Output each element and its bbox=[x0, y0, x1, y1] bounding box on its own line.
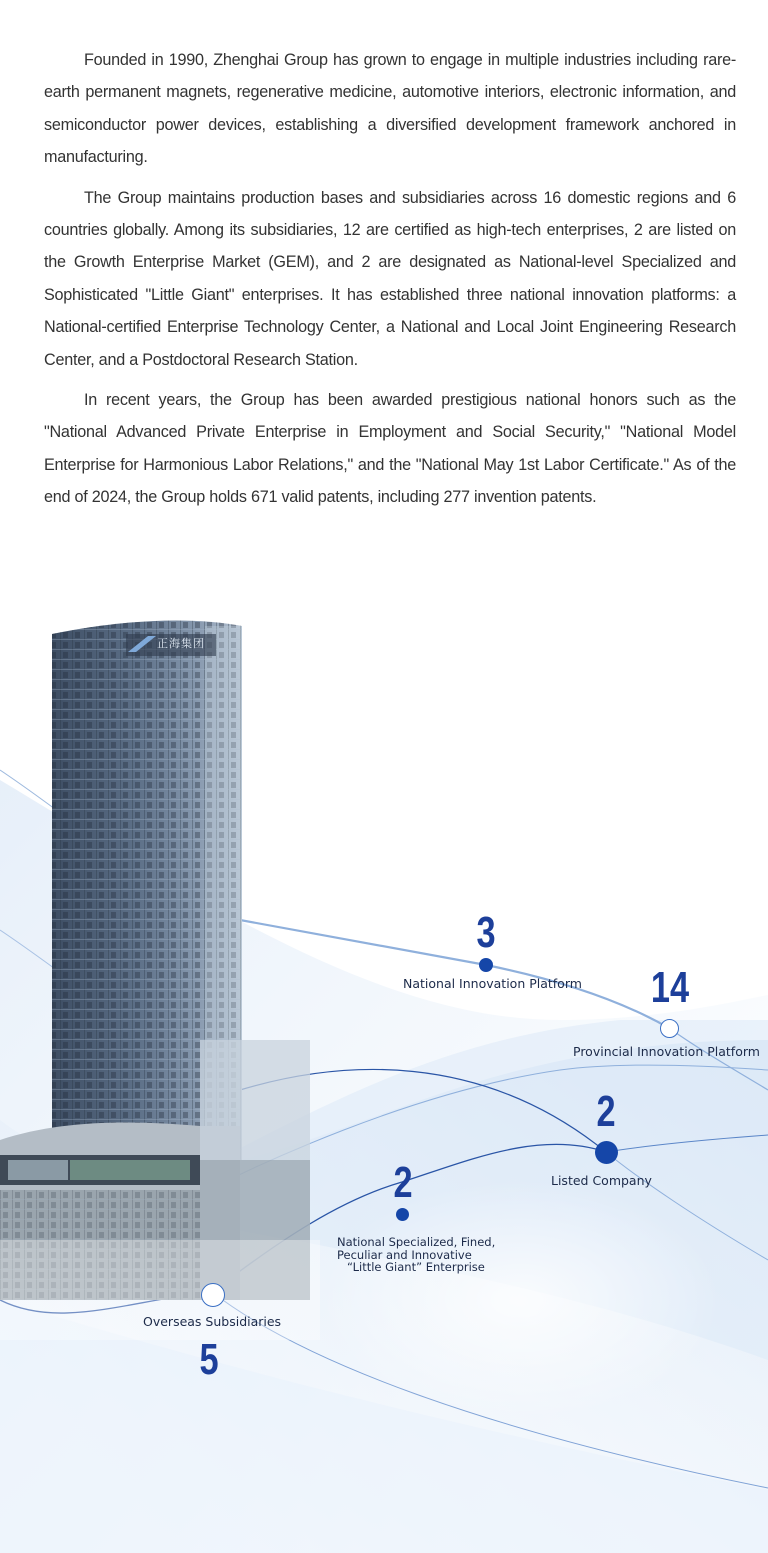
stat-dot-little-giant bbox=[396, 1208, 409, 1221]
stat-dot-listed-company bbox=[595, 1141, 618, 1164]
little-giant-line-3: “Little Giant” Enterprise bbox=[347, 1260, 485, 1274]
background-waves bbox=[0, 600, 768, 1553]
stat-dot-provincial-innovation bbox=[660, 1019, 679, 1038]
stat-dot-national-innovation bbox=[479, 958, 493, 972]
stat-label-listed-company: Listed Company bbox=[551, 1173, 652, 1188]
stat-label-overseas: Overseas Subsidiaries bbox=[143, 1314, 282, 1329]
little-giant-line-1: National Specialized, Fined, bbox=[337, 1235, 496, 1249]
stat-value-little-giant: 2 bbox=[393, 1158, 413, 1207]
intro-paragraph-1: Founded in 1990, Zhenghai Group has grown to engage in multiple industries including rare-earth permanent magnets, regenerative medicine, automotive interiors, electronic information, and semiconductor power devices, establishing a diversified development framework anchored in manufacturing. bbox=[44, 51, 736, 167]
stat-value-listed-company: 2 bbox=[596, 1087, 616, 1136]
intro-text bbox=[44, 44, 736, 522]
stat-value-national-innovation: 3 bbox=[476, 908, 496, 957]
intro-paragraph-2: The Group maintains production bases and subsidiaries across 16 domestic regions and 6 countries globally. Among its subsidiaries, 12 are certified as high-tech enterprises, 2 are listed on the Growth Enterprise Market (GEM), and 2 are designated as National-level Specialized and Sophisticated "Little Giant" enterprises. It has established three national innovation platforms: a National-certified Enterprise Technology Center, a National and Local Joint Engineering Research Center, and a Postdoctoral Research Station. bbox=[44, 188, 736, 369]
intro-paragraph-3: In recent years, the Group has been awarded prestigious national honors such as the "National Advanced Private Enterprise in Employment and Social Security," "National Model Enterprise for Harmonious Labor Relations," and the "National May 1st Labor Certificate." As of the end of 2024, the Group holds 671 valid patents, including 277 invention patents. bbox=[44, 391, 736, 507]
building-sign: 正海集团 bbox=[157, 637, 205, 650]
little-giant-line-2: Peculiar and Innovative bbox=[337, 1247, 472, 1262]
stat-label-little-giant bbox=[337, 1236, 527, 1274]
stat-dot-overseas bbox=[201, 1283, 225, 1307]
stat-label-provincial-innovation: Provincial Innovation Platform bbox=[573, 1044, 760, 1059]
stat-label-national-innovation: National Innovation Platform bbox=[403, 976, 582, 991]
stat-value-provincial-innovation: 14 bbox=[650, 963, 690, 1012]
stats-infographic bbox=[0, 600, 768, 1553]
stat-value-overseas: 5 bbox=[199, 1335, 219, 1384]
